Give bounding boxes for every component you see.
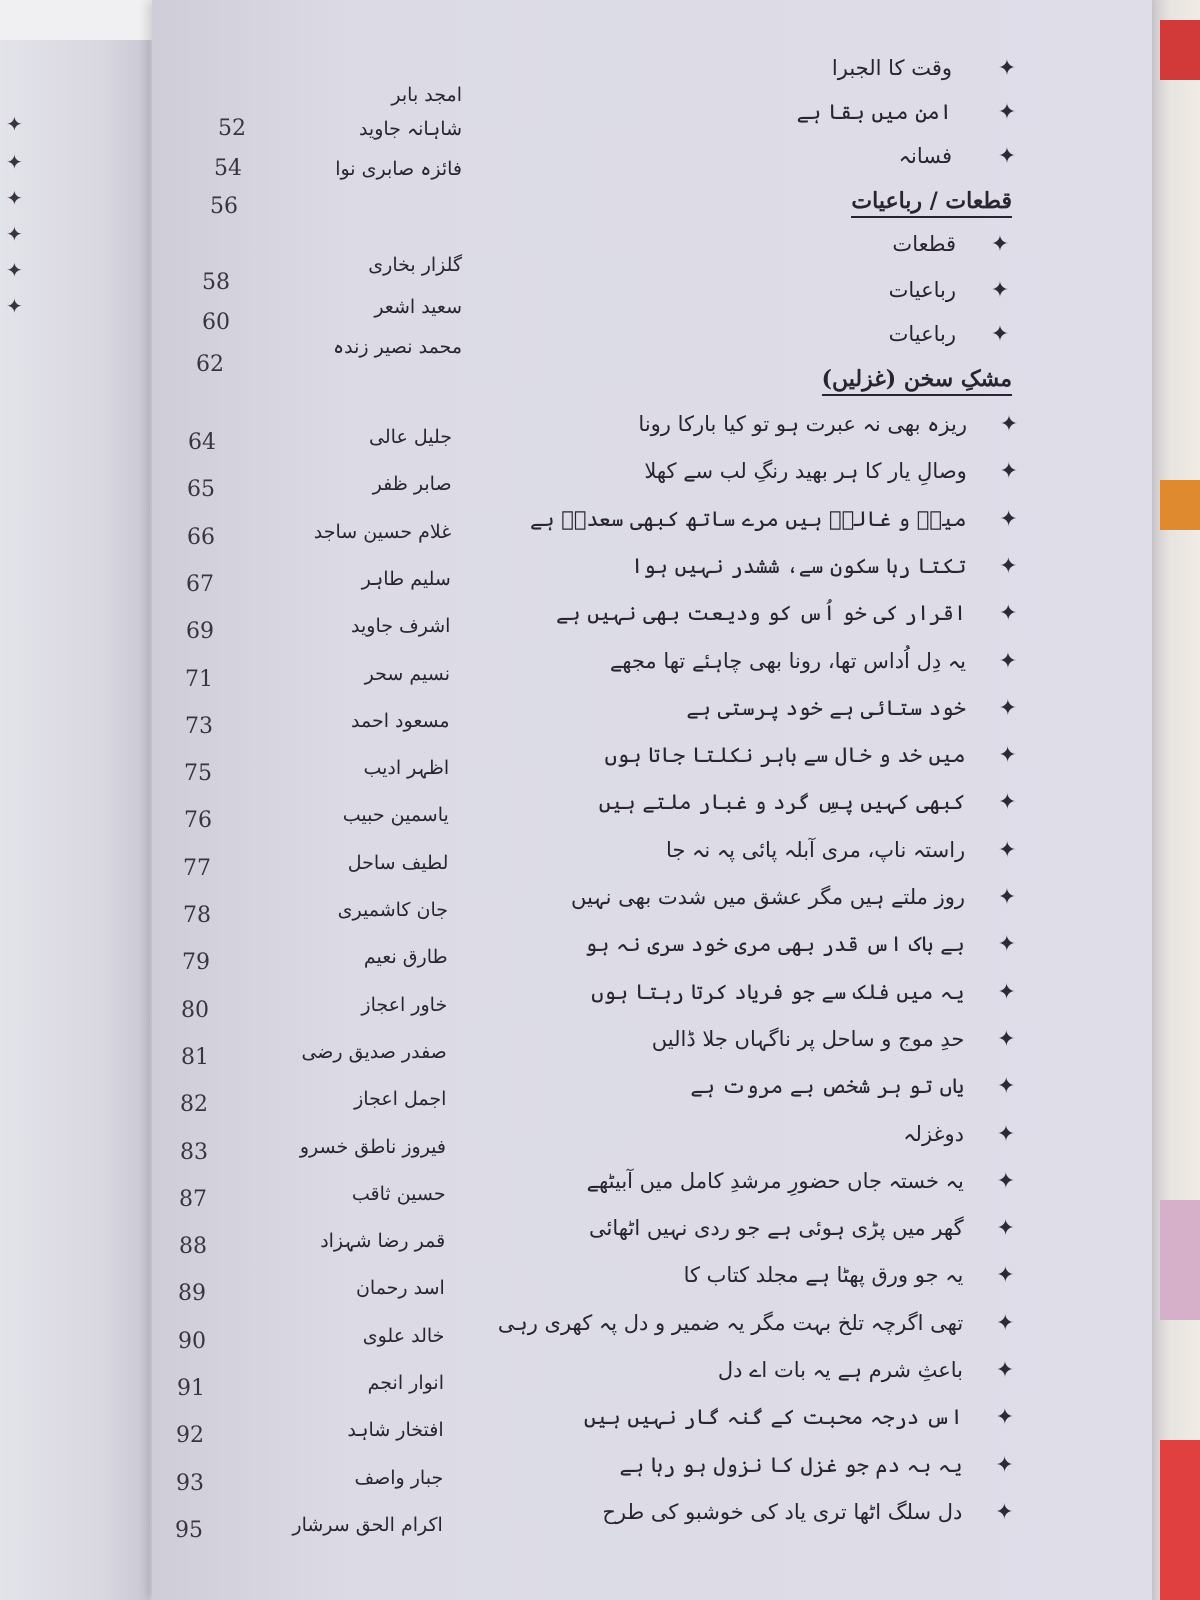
entry-author: گلزار بخاری: [368, 254, 462, 276]
entry-title: وصالِ یار کا ہر بھید رنگِ لب سے کھلا: [644, 459, 967, 483]
page-number: 93: [176, 1471, 204, 1496]
bullet-icon: ✦: [6, 294, 23, 318]
bullet-icon: ✦: [997, 932, 1017, 957]
bullet-icon: ✦: [995, 1405, 1015, 1430]
bullet-icon: ✦: [997, 1027, 1016, 1052]
entry-author: سلیم طاہر: [361, 568, 451, 590]
bullet-icon: ✦: [997, 885, 1017, 910]
bullet-icon: ✦: [990, 232, 1010, 257]
entry-author: طارق نعیم: [363, 946, 448, 968]
page-number: 87: [179, 1187, 207, 1212]
entry-author: اسد رحمان: [355, 1277, 445, 1299]
entry-title: رباعیات: [888, 278, 956, 302]
bullet-icon: ✦: [996, 1263, 1015, 1288]
entry-title: یاں تو ہر شخص بے مروت ہے: [690, 1074, 965, 1098]
entry-title: گھر میں پڑی ہوئی ہے جو ردی نہیں اٹھائی: [589, 1216, 964, 1240]
entry-author: انوار انجم: [367, 1372, 444, 1394]
bullet-icon: ✦: [6, 112, 23, 136]
bullet-icon: ✦: [999, 554, 1018, 579]
page-number: 81: [181, 1045, 209, 1070]
contents-page: [152, 0, 1152, 1600]
page-number: 52: [218, 116, 246, 141]
page-number: 58: [202, 270, 230, 295]
entry-title: وقت کا الجبرا: [831, 56, 952, 80]
entry-author: افتخار شاہد: [347, 1419, 444, 1441]
page-number: 69: [186, 619, 214, 644]
entry-title: راستہ ناپ، مری آبلہ پائی پہ نہ جا: [665, 838, 966, 862]
entry-title: میں خد و خال سے باہر نکلتا جاتا ہوں: [604, 743, 966, 767]
bullet-icon: ✦: [995, 1358, 1015, 1383]
bullet-icon: ✦: [6, 186, 23, 210]
entry-author: خالد علوی: [362, 1325, 445, 1347]
bullet-icon: ✦: [996, 1122, 1016, 1147]
page-number: 89: [178, 1281, 206, 1306]
entry-author: جلیل عالی: [369, 426, 452, 448]
edge-color-patch: [1160, 20, 1200, 80]
entry-author: امجد بابر: [391, 84, 462, 106]
page-number: 66: [187, 525, 215, 550]
entry-author: لطیف ساحل: [347, 852, 449, 874]
page-number: 75: [184, 761, 212, 786]
bullet-icon: ✦: [998, 790, 1017, 815]
section-heading: قطعات / رباعیات: [851, 188, 1012, 218]
entry-author: خاور اعجاز: [361, 994, 448, 1016]
page-number: 92: [176, 1423, 204, 1448]
entry-title: حدِ موج و ساحل پر ناگہاں جلا ڈالیں: [651, 1027, 965, 1051]
bullet-icon: ✦: [6, 258, 23, 282]
section-heading: مشکِ سخن (غزلیں): [822, 366, 1012, 396]
page-number: 71: [185, 667, 213, 692]
entry-title: رباعیات: [888, 322, 956, 346]
entry-title: یہ جو ورق پھٹا ہے مجلد کتاب کا: [683, 1263, 964, 1287]
entry-title: یہ میں فلک سے جو فریاد کرتا رہتا ہوں: [591, 980, 965, 1004]
bullet-icon: ✦: [997, 838, 1017, 863]
entry-title: ریزہ بھی نہ عبرت ہو تو کیا بارکا رونا: [638, 412, 967, 436]
entry-title: میرؔ و غالبؔ ہیں مرے ساتھ کبھی سعدیؔ ہے: [529, 507, 967, 531]
entry-author: قمر رضا شہزاد: [320, 1230, 446, 1252]
bullet-icon: ✦: [999, 412, 1019, 437]
page-number: 56: [210, 194, 238, 219]
bullet-icon: ✦: [997, 100, 1017, 125]
entry-title: دل سلگ اٹھا تری یاد کی خوشبو کی طرح: [602, 1500, 963, 1524]
entry-author: اظہر ادیب: [363, 757, 450, 779]
page-number: 80: [181, 998, 209, 1023]
page-number: 64: [188, 430, 216, 455]
entry-author: یاسمین حبیب: [342, 804, 449, 826]
page-number: 65: [187, 477, 215, 502]
page-number: 90: [178, 1329, 206, 1354]
page-number: 62: [196, 352, 224, 377]
bullet-icon: ✦: [996, 1216, 1015, 1241]
entry-title: یہ بہ دم جو غزل کا نزول ہو رہا ہے: [619, 1453, 963, 1477]
entry-title: دوغزلہ: [903, 1122, 964, 1146]
bullet-icon: ✦: [990, 278, 1010, 303]
bullet-icon: ✦: [996, 1074, 1016, 1099]
bullet-icon: ✦: [6, 150, 23, 174]
entry-title: اس درجہ محبت کے گنہ گار نہیں ہیں: [583, 1405, 963, 1429]
entry-title: قطعات: [892, 232, 956, 256]
bullet-icon: ✦: [990, 322, 1010, 347]
bullet-icon: ✦: [997, 144, 1017, 169]
bullet-icon: ✦: [997, 980, 1016, 1005]
page-number: 95: [175, 1518, 203, 1543]
entry-author: اکرام الحق سرشار: [292, 1514, 443, 1536]
bullet-icon: ✦: [996, 1169, 1016, 1194]
bullet-icon: ✦: [995, 1500, 1014, 1525]
bullet-icon: ✦: [999, 507, 1018, 532]
entry-title: اقرار کی خو اُس کو ودیعت بھی نہیں ہے: [555, 601, 967, 625]
entry-author: صابر ظفر: [372, 473, 452, 495]
bullet-icon: ✦: [999, 459, 1019, 484]
entry-title: یہ خستہ جاں حضورِ مرشدِ کامل میں آبیٹھے: [586, 1169, 964, 1193]
entry-author: اجمل اعجاز: [354, 1088, 447, 1110]
bullet-icon: ✦: [995, 1311, 1015, 1336]
entry-title: تکتا رہا سکون سے، ششدر نہیں ہوا: [631, 554, 967, 578]
entry-title: بے باک اس قدر بھی مری خود سری نہ ہو: [584, 932, 965, 956]
page-number: 83: [180, 1140, 208, 1165]
bullet-icon: ✦: [998, 601, 1018, 626]
entry-author: محمد نصیر زندہ: [332, 336, 462, 358]
entry-author: سعید اشعر: [374, 296, 462, 318]
bullet-icon: ✦: [998, 696, 1018, 721]
edge-color-patch: [1160, 480, 1200, 530]
page-number: 79: [182, 950, 210, 975]
edge-color-patch: [1160, 1200, 1200, 1320]
entry-title: فسانہ: [898, 144, 952, 168]
entry-author: شاہانہ جاوید: [358, 118, 462, 140]
entry-author: نسیم سحر: [364, 663, 450, 685]
bullet-icon: ✦: [998, 649, 1018, 674]
left-page: [0, 0, 150, 1600]
page-number: 78: [183, 903, 211, 928]
edge-color-patch: [1160, 1440, 1200, 1600]
page-number: 60: [202, 310, 230, 335]
page-number: 76: [184, 808, 212, 833]
entry-title: امن میں بقا ہے: [796, 100, 952, 124]
page-number: 73: [185, 714, 213, 739]
bullet-icon: ✦: [998, 743, 1017, 768]
bullet-icon: ✦: [995, 1453, 1014, 1478]
page-number: 67: [186, 572, 214, 597]
page-number: 82: [180, 1092, 208, 1117]
page-number: 91: [177, 1376, 205, 1401]
entry-author: جان کاشمیری: [337, 899, 448, 921]
entry-author: فائزہ صابری نوا: [335, 158, 462, 180]
left-page-top-strip: [0, 0, 160, 40]
entry-title: باعثِ شرم ہے یہ بات اے دل: [717, 1358, 963, 1382]
entry-author: اشرف جاوید: [351, 615, 451, 637]
bullet-icon: ✦: [997, 56, 1017, 81]
entry-author: حسین ثاقب: [351, 1183, 446, 1205]
entry-author: جبار واصف: [354, 1467, 444, 1489]
entry-title: یہ دِل اُداس تھا، رونا بھی چاہئے تھا مجھے: [609, 649, 966, 673]
entry-title: کبھی کہیں پسِ گرد و غبار ملتے ہیں: [598, 790, 966, 814]
bullet-icon: ✦: [6, 222, 23, 246]
entry-author: صفدر صدیق رضی: [301, 1041, 447, 1063]
page-number: 54: [214, 156, 242, 181]
page-number: 88: [179, 1234, 207, 1259]
entry-author: مسعود احمد: [351, 710, 450, 732]
entry-author: فیروز ناطق خسرو: [299, 1136, 446, 1158]
entry-title: خود ستائی ہے خود پرستی ہے: [686, 696, 966, 720]
right-edge-background: [1150, 0, 1200, 1600]
page-number: 77: [183, 856, 211, 881]
entry-author: غلام حسین ساجد: [313, 521, 452, 543]
entry-title: تھی اگرچہ تلخ بہت مگر یہ ضمیر و دل پہ کھری رہی: [497, 1311, 964, 1335]
entry-title: روز ملتے ہیں مگر عشق میں شدت بھی نہیں: [571, 885, 965, 909]
